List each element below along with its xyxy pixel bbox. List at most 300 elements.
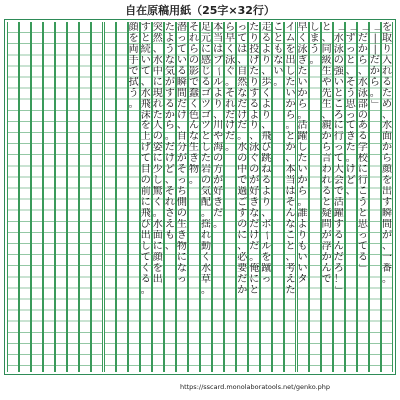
manuscript-grid bbox=[7, 22, 393, 372]
manuscript-cell: 動 bbox=[201, 240, 211, 252]
manuscript-column bbox=[31, 22, 43, 372]
manuscript-cell: 親 bbox=[321, 120, 332, 132]
manuscript-cell: っ bbox=[261, 273, 272, 285]
manuscript-cell bbox=[117, 274, 127, 285]
manuscript-cell bbox=[129, 120, 139, 131]
manuscript-cell bbox=[8, 197, 18, 208]
manuscript-cell bbox=[225, 306, 235, 317]
manuscript-cell bbox=[56, 219, 66, 230]
manuscript-column bbox=[152, 22, 164, 372]
manuscript-cell: を bbox=[381, 22, 392, 33]
manuscript-cell bbox=[310, 153, 320, 164]
manuscript-cell: ち bbox=[176, 186, 187, 197]
manuscript-cell bbox=[56, 285, 66, 296]
manuscript-cell: を bbox=[381, 175, 392, 187]
manuscript-cell bbox=[370, 142, 380, 153]
manuscript-column bbox=[224, 22, 236, 372]
manuscript-cell bbox=[8, 44, 18, 55]
manuscript-cell bbox=[44, 164, 54, 175]
manuscript-cell: 水 bbox=[237, 142, 248, 154]
manuscript-cell: す bbox=[333, 218, 344, 230]
manuscript-cell: と bbox=[345, 54, 356, 66]
manuscript-cell: 出 bbox=[152, 273, 163, 285]
manuscript-cell bbox=[80, 55, 90, 66]
manuscript-cell bbox=[225, 263, 235, 274]
manuscript-cell bbox=[225, 153, 235, 164]
manuscript-cell: く bbox=[152, 197, 163, 208]
manuscript-cell: は bbox=[285, 186, 296, 197]
manuscript-cell: が bbox=[321, 229, 332, 241]
manuscript-cell: っ bbox=[345, 43, 356, 55]
manuscript-cell: ん bbox=[321, 262, 332, 274]
manuscript-cell: る bbox=[201, 76, 211, 88]
manuscript-cell: に bbox=[152, 153, 163, 165]
manuscript-cell: か bbox=[297, 175, 308, 187]
manuscript-cell: れ bbox=[201, 229, 211, 241]
manuscript-cell: け bbox=[176, 109, 187, 121]
manuscript-cell: し bbox=[201, 142, 211, 154]
manuscript-cell bbox=[80, 153, 90, 164]
manuscript-cell: 、 bbox=[357, 65, 368, 77]
manuscript-cell bbox=[105, 153, 115, 164]
manuscript-cell bbox=[310, 263, 320, 274]
manuscript-cell: も bbox=[164, 229, 175, 241]
manuscript-cell: て bbox=[140, 65, 151, 77]
manuscript-cell bbox=[189, 197, 199, 208]
manuscript-cell bbox=[68, 22, 78, 33]
manuscript-cell: を bbox=[285, 43, 296, 55]
manuscript-cell bbox=[213, 263, 223, 274]
manuscript-cell: 自 bbox=[237, 65, 248, 77]
manuscript-cell: に bbox=[201, 43, 211, 55]
manuscript-cell bbox=[129, 230, 139, 241]
manuscript-cell: タ bbox=[297, 273, 308, 285]
manuscript-cell: か bbox=[321, 251, 332, 263]
manuscript-cell bbox=[8, 285, 18, 296]
manuscript-cell bbox=[129, 361, 139, 372]
manuscript-cell: 。 bbox=[381, 273, 392, 285]
manuscript-cell bbox=[273, 110, 283, 121]
manuscript-cell bbox=[80, 110, 90, 121]
manuscript-cell bbox=[44, 274, 54, 285]
manuscript-cell bbox=[105, 295, 115, 306]
manuscript-cell bbox=[8, 361, 18, 372]
manuscript-cell: る bbox=[357, 131, 368, 143]
manuscript-cell bbox=[189, 208, 199, 219]
manuscript-cell: ぐ bbox=[225, 65, 236, 77]
manuscript-cell bbox=[44, 99, 54, 110]
manuscript-cell: し bbox=[152, 175, 163, 187]
manuscript-cell bbox=[225, 208, 235, 219]
manuscript-cell bbox=[68, 153, 78, 164]
manuscript-cell bbox=[153, 361, 163, 372]
manuscript-cell bbox=[346, 285, 356, 296]
manuscript-cell bbox=[8, 186, 18, 197]
manuscript-cell: 足 bbox=[201, 22, 211, 33]
manuscript-cell: に bbox=[249, 273, 260, 285]
manuscript-cell bbox=[68, 241, 78, 252]
manuscript-cell bbox=[56, 339, 66, 350]
manuscript-cell bbox=[44, 110, 54, 121]
manuscript-cell bbox=[322, 328, 332, 339]
manuscript-cell bbox=[80, 295, 90, 306]
manuscript-cell: こ bbox=[285, 229, 296, 241]
manuscript-cell bbox=[32, 164, 42, 175]
manuscript-cell: 部 bbox=[357, 98, 368, 110]
manuscript-cell: き bbox=[176, 229, 187, 241]
manuscript-cell bbox=[80, 317, 90, 328]
manuscript-cell: て bbox=[176, 43, 187, 55]
manuscript-cell bbox=[273, 186, 283, 197]
manuscript-cell bbox=[189, 328, 199, 339]
manuscript-cell: で bbox=[188, 76, 199, 88]
manuscript-column bbox=[164, 22, 176, 372]
manuscript-cell bbox=[68, 230, 78, 241]
manuscript-cell: る bbox=[333, 229, 344, 241]
manuscript-cell bbox=[141, 350, 151, 361]
manuscript-cell bbox=[44, 317, 54, 328]
manuscript-cell bbox=[20, 208, 30, 219]
manuscript-cell bbox=[44, 219, 54, 230]
manuscript-cell: よ bbox=[297, 218, 308, 230]
manuscript-cell: か bbox=[321, 131, 332, 143]
manuscript-cell bbox=[358, 306, 368, 317]
manuscript-cell bbox=[273, 361, 283, 372]
manuscript-cell bbox=[8, 230, 18, 241]
manuscript-cell bbox=[358, 295, 368, 306]
manuscript-cell: り bbox=[261, 109, 272, 121]
manuscript-cell bbox=[237, 317, 247, 328]
manuscript-cell bbox=[92, 208, 102, 219]
manuscript-cell bbox=[370, 295, 380, 306]
manuscript-cell: 、 bbox=[345, 65, 356, 77]
manuscript-cell: と bbox=[285, 131, 296, 143]
manuscript-cell bbox=[201, 295, 211, 306]
manuscript-column bbox=[116, 22, 128, 372]
manuscript-cell: っ bbox=[176, 175, 187, 187]
manuscript-cell: 思 bbox=[345, 98, 356, 110]
manuscript-cell bbox=[56, 22, 66, 33]
manuscript-cell: り bbox=[261, 54, 272, 66]
manuscript-cell bbox=[20, 295, 30, 306]
manuscript-cell: は bbox=[237, 43, 248, 55]
manuscript-cell bbox=[310, 197, 320, 208]
manuscript-cell: よ bbox=[261, 43, 272, 55]
manuscript-cell: 。 bbox=[345, 153, 356, 165]
manuscript-cell bbox=[117, 317, 127, 328]
manuscript-cell bbox=[201, 339, 211, 350]
manuscript-cell bbox=[346, 219, 356, 230]
manuscript-cell bbox=[20, 153, 30, 164]
manuscript-cell bbox=[32, 153, 42, 164]
manuscript-cell bbox=[225, 274, 235, 285]
manuscript-cell bbox=[92, 99, 102, 110]
manuscript-cell bbox=[105, 219, 115, 230]
manuscript-cell: の bbox=[188, 54, 199, 66]
manuscript-cell bbox=[165, 317, 175, 328]
manuscript-cell bbox=[32, 186, 42, 197]
manuscript-cell: そ bbox=[225, 87, 236, 99]
manuscript-cell bbox=[92, 317, 102, 328]
manuscript-column bbox=[357, 22, 369, 372]
manuscript-cell: ら bbox=[188, 43, 199, 55]
manuscript-cell bbox=[225, 328, 235, 339]
manuscript-cell bbox=[105, 164, 115, 175]
manuscript-cell bbox=[346, 230, 356, 241]
manuscript-column bbox=[212, 22, 224, 372]
manuscript-cell: ら bbox=[321, 142, 332, 154]
manuscript-cell bbox=[20, 263, 30, 274]
manuscript-cell bbox=[189, 361, 199, 372]
manuscript-cell bbox=[213, 328, 223, 339]
manuscript-cell bbox=[129, 197, 139, 208]
manuscript-cell bbox=[129, 164, 139, 175]
manuscript-cell bbox=[68, 263, 78, 274]
manuscript-cell bbox=[80, 274, 90, 285]
manuscript-cell: 岩 bbox=[201, 164, 211, 176]
manuscript-cell: 。 bbox=[285, 120, 296, 132]
manuscript-cell: と bbox=[249, 284, 260, 296]
manuscript-cell bbox=[261, 306, 271, 317]
manuscript-cell: れ bbox=[164, 197, 175, 208]
manuscript-cell: ル bbox=[261, 240, 272, 252]
manuscript-cell bbox=[32, 317, 42, 328]
manuscript-cell bbox=[165, 306, 175, 317]
manuscript-cell bbox=[8, 306, 18, 317]
manuscript-cell bbox=[8, 263, 18, 274]
manuscript-cell: ろ bbox=[333, 262, 344, 274]
manuscript-cell bbox=[105, 175, 115, 186]
manuscript-cell: 、 bbox=[249, 131, 260, 143]
manuscript-cell bbox=[165, 285, 175, 296]
manuscript-cell bbox=[141, 306, 151, 317]
manuscript-cell bbox=[310, 230, 320, 241]
manuscript-cell: と bbox=[273, 32, 284, 44]
manuscript-cell bbox=[44, 285, 54, 296]
manuscript-cell: 好 bbox=[249, 186, 260, 197]
manuscript-cell: く bbox=[297, 32, 308, 44]
manuscript-cell bbox=[32, 175, 42, 186]
manuscript-cell bbox=[44, 175, 54, 186]
manuscript-cell bbox=[92, 142, 102, 153]
manuscript-cell: き bbox=[345, 131, 356, 143]
manuscript-cell bbox=[370, 285, 380, 296]
manuscript-cell bbox=[261, 339, 271, 350]
manuscript-cell: 元 bbox=[201, 32, 211, 44]
manuscript-cell: 現 bbox=[152, 87, 163, 99]
manuscript-cell bbox=[382, 361, 392, 372]
manuscript-cell bbox=[80, 350, 90, 361]
manuscript-cell: な bbox=[273, 54, 284, 66]
manuscript-cell: ー bbox=[260, 230, 272, 241]
manuscript-cell: ら bbox=[297, 186, 308, 197]
manuscript-cell: け bbox=[164, 153, 175, 165]
manuscript-cell bbox=[310, 208, 320, 219]
manuscript-cell: 早 bbox=[225, 32, 236, 44]
manuscript-cell bbox=[273, 263, 283, 274]
manuscript-cell: 。 bbox=[297, 197, 308, 208]
manuscript-cell: 、 bbox=[285, 251, 296, 263]
manuscript-cell bbox=[358, 317, 368, 328]
manuscript-cell bbox=[68, 131, 78, 142]
manuscript-cell bbox=[105, 44, 115, 55]
manuscript-cell bbox=[370, 361, 380, 372]
manuscript-cell: 強 bbox=[333, 65, 344, 77]
manuscript-cell bbox=[334, 361, 344, 372]
manuscript-cell: 、 bbox=[321, 109, 332, 121]
manuscript-cell bbox=[105, 197, 115, 208]
manuscript-cell: 蹴 bbox=[261, 262, 272, 274]
manuscript-cell bbox=[68, 350, 78, 361]
manuscript-cell bbox=[310, 110, 320, 121]
manuscript-cell bbox=[68, 219, 78, 230]
manuscript-cell bbox=[56, 252, 66, 263]
manuscript-cell bbox=[80, 263, 90, 274]
manuscript-cell: 活 bbox=[297, 120, 308, 132]
manuscript-cell: の bbox=[201, 175, 211, 187]
manuscript-cell bbox=[273, 120, 283, 131]
manuscript-cell: す bbox=[140, 22, 151, 33]
manuscript-cell: く bbox=[225, 43, 236, 55]
manuscript-cell: を bbox=[140, 120, 151, 132]
manuscript-cell: 、 bbox=[285, 153, 296, 165]
manuscript-cell: す bbox=[237, 207, 248, 219]
manuscript-cell bbox=[44, 120, 54, 131]
manuscript-cell bbox=[56, 350, 66, 361]
manuscript-cell bbox=[92, 153, 102, 164]
manuscript-cell bbox=[237, 328, 247, 339]
manuscript-cell: だ bbox=[237, 273, 248, 285]
manuscript-cell: の bbox=[237, 153, 248, 165]
manuscript-cell bbox=[56, 230, 66, 241]
manuscript-cell bbox=[32, 110, 42, 121]
manuscript-cell: だ bbox=[249, 218, 260, 230]
manuscript-cell: 、 bbox=[345, 186, 356, 197]
manuscript-cell bbox=[80, 328, 90, 339]
manuscript-cell: ず bbox=[345, 32, 356, 44]
manuscript-cell: 海 bbox=[213, 142, 224, 154]
manuscript-cell: う bbox=[345, 87, 356, 99]
manuscript-cell: 会 bbox=[333, 175, 344, 187]
manuscript-cell bbox=[310, 295, 320, 306]
manuscript-cell bbox=[117, 33, 127, 44]
manuscript-cell bbox=[68, 110, 78, 121]
manuscript-cell bbox=[20, 252, 30, 263]
manuscript-cell: よ bbox=[164, 32, 175, 44]
manuscript-cell bbox=[68, 339, 78, 350]
manuscript-cell bbox=[225, 285, 235, 296]
manuscript-cell: 。 bbox=[201, 284, 211, 296]
manuscript-cell: て bbox=[140, 153, 151, 165]
manuscript-cell: 側 bbox=[176, 197, 187, 208]
manuscript-cell bbox=[370, 230, 380, 241]
manuscript-cell bbox=[177, 317, 187, 328]
manuscript-cell bbox=[56, 241, 66, 252]
manuscript-cell bbox=[370, 219, 380, 230]
manuscript-cell bbox=[92, 328, 102, 339]
manuscript-cell bbox=[56, 131, 66, 142]
manuscript-cell: 出 bbox=[140, 229, 151, 241]
manuscript-cell: 走 bbox=[261, 22, 272, 33]
manuscript-cell bbox=[20, 361, 30, 372]
manuscript-cell: が bbox=[249, 175, 260, 187]
manuscript-cell: と bbox=[285, 240, 296, 252]
manuscript-cell bbox=[261, 361, 271, 372]
manuscript-cell: 必 bbox=[237, 251, 248, 263]
manuscript-cell bbox=[32, 350, 42, 361]
manuscript-cell: 思 bbox=[357, 218, 368, 230]
manuscript-cell bbox=[141, 339, 151, 350]
manuscript-cell bbox=[92, 274, 102, 285]
manuscript-cell bbox=[237, 361, 247, 372]
manuscript-cell bbox=[68, 252, 78, 263]
manuscript-cell bbox=[32, 88, 42, 99]
manuscript-cell: よ bbox=[261, 186, 272, 197]
manuscript-cell: 気 bbox=[164, 65, 175, 77]
manuscript-cell bbox=[8, 33, 18, 44]
manuscript-cell: 学 bbox=[357, 142, 368, 154]
manuscript-cell bbox=[105, 306, 115, 317]
manuscript-cell: に bbox=[357, 164, 368, 176]
manuscript-cell: な bbox=[188, 131, 199, 143]
manuscript-cell bbox=[310, 285, 320, 296]
manuscript-cell: 気 bbox=[201, 186, 211, 197]
manuscript-cell: 物 bbox=[188, 164, 199, 176]
manuscript-cell: 泳 bbox=[333, 43, 344, 55]
manuscript-cell bbox=[322, 317, 332, 328]
manuscript-cell: を bbox=[128, 32, 139, 44]
manuscript-cell: 。 bbox=[297, 109, 308, 121]
manuscript-column bbox=[333, 22, 345, 372]
manuscript-cell bbox=[129, 175, 139, 186]
manuscript-cell bbox=[310, 219, 320, 230]
manuscript-cell bbox=[105, 33, 115, 44]
manuscript-cell bbox=[346, 295, 356, 306]
manuscript-cell bbox=[129, 317, 139, 328]
manuscript-cell: き bbox=[249, 197, 260, 208]
manuscript-cell bbox=[285, 317, 295, 328]
manuscript-cell bbox=[80, 306, 90, 317]
manuscript-cell bbox=[213, 361, 223, 372]
manuscript-cell: て bbox=[140, 251, 151, 263]
manuscript-cell bbox=[56, 186, 66, 197]
manuscript-cell bbox=[177, 295, 187, 306]
manuscript-cell: 、 bbox=[152, 43, 163, 55]
manuscript-cell bbox=[44, 142, 54, 153]
manuscript-cell: わ bbox=[321, 164, 332, 176]
manuscript-cell bbox=[225, 339, 235, 350]
manuscript-cell: だ bbox=[225, 131, 236, 143]
manuscript-cell: ら bbox=[381, 153, 392, 165]
manuscript-cell bbox=[177, 339, 187, 350]
manuscript-cell bbox=[44, 44, 54, 55]
manuscript-cell: の bbox=[176, 207, 187, 219]
manuscript-cell bbox=[117, 339, 127, 350]
manuscript-cell: ― bbox=[369, 33, 381, 44]
manuscript-cell: し bbox=[309, 22, 320, 33]
manuscript-cell bbox=[273, 88, 283, 99]
manuscript-cell bbox=[370, 120, 380, 131]
manuscript-cell bbox=[68, 66, 78, 77]
manuscript-cell: れ bbox=[188, 32, 199, 44]
manuscript-cell: 歩 bbox=[261, 76, 272, 88]
manuscript-cell bbox=[213, 274, 223, 285]
manuscript-cell bbox=[20, 22, 30, 33]
manuscript-cell bbox=[80, 339, 90, 350]
manuscript-cell bbox=[105, 131, 115, 142]
manuscript-cell bbox=[20, 306, 30, 317]
manuscript-cell bbox=[310, 142, 320, 153]
